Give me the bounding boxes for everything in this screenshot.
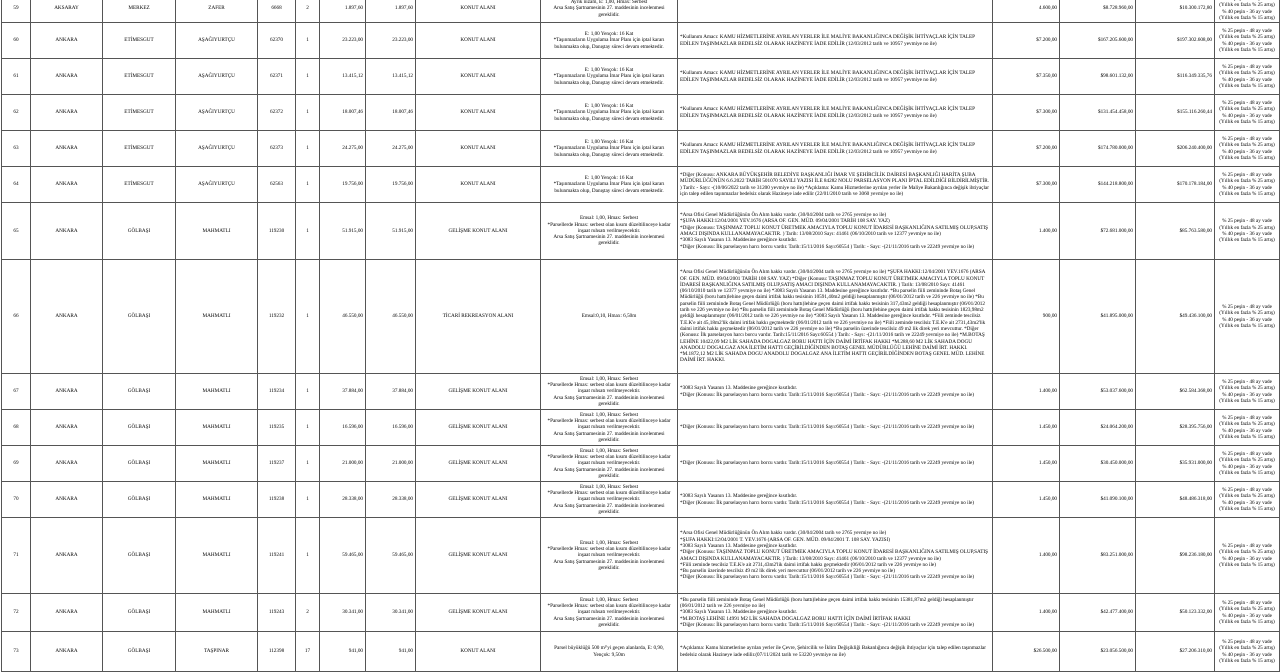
city-cell: ANKARA xyxy=(31,131,103,167)
building-conditions-cell: E: 1,00 Yençok: 16 Kat *Taşınmazların Uygulama İmar Planı için iptal kararı bulunmakta olup, Danıştay süreci devam etmektedir. xyxy=(541,59,678,95)
city-cell: ANKARA xyxy=(31,632,103,672)
row-number: 72 xyxy=(2,594,31,632)
zoning-type-cell: KONUT ALANI xyxy=(416,167,541,203)
parcel-number-cell: 1 xyxy=(296,482,320,518)
table-row xyxy=(2,446,1280,482)
row-number: 68 xyxy=(2,410,31,446)
notes-cell: *3083 Sayılı Yasanın 13. Maddesine gereğince kısıtlıdır. *Diğer (Konusu: İlk parselasyon harcı borcu vardır. Tarih:15/11/2016 Sayı:60554 ) Tarih: - Sayı: -(21/11/2016 tarih ve 22249 yevmiye no ile) xyxy=(678,482,993,518)
zoning-type-cell: KONUT ALANI xyxy=(416,632,541,672)
city-cell: ANKARA xyxy=(31,518,103,594)
parcel-number-cell: 1 xyxy=(296,95,320,131)
notes-cell: *Arsa Ofisi Genel Müdürlüğünün Ön Alım hakkı vardır. (30/04/2004 tarih ve 2765 yevmiye no ile) *ŞUFA HAKKI:12/04/2001 YEV.1676 (ARSA OF. GEN. MÜD. 09/04/2001 TARİH 108 SAY. YAZ) *Diğer (Konusu: TAŞINMAZ TOPLU KONUT ÜRETMEK AMACIYLA TOPLU KONUT İDARESİ BAŞKANLIĞINA SATILMIŞ OLUP,SATIŞ AMACI DIŞINDA KULLANAMAYACAKTIR. ) Tarih: 13/08/2010 Sayı: 41461 (06/10/2010 tarih ve 12377 yevmiye no ile) *3083 Sayılı Yasanın 13. Maddesine gereğince kısıtlıdır. *Bu parselin fiili zemininde Botaş Genel Müdürlüğü (boru hattı)lehine geçen daimi irtifak hakkı tesisinin 10591,40m2 geldiği hesaplanmıştır (06/01/2012 tarih ve 226 yevmiye no ile) *Bu parselin fiili zemininde Botaş Genel Müdürlüğü (boru hattı)lehine geçen daimi irtifak hakkı tesisinin 317,43m2 geldiği hesaplanmıştır (06/01/2012 tarih ve 226 yevmiye no ile) *Bu parselin fiili zemininde Botaş Genel Müdürlüğü (boru hattı)lehine geçen daimi irtifak hakkı tesisinin 1823,98m2 geldiği hesaplanmıştır (06/01/2012 tarih ve 226 yevmiye no ile) *3083 Sayılı Yasanın 13. Maddesine gereğince kısıtlıdır. *Fiili zeminde tescilsiz T.E.K'e ait 45,18m2'lik daimi irtifak hakkı geçmektedir (06/01/2012 tarih ve 226 yevmiye no ile) *Fiili zeminde tescilsiz T.E.K'e ait 2731,43m2'lik daimi irtifak hakkı geçmektedir (06/01/2012 tarih ve 226 yevmiye no ile) *Bu parselin üzerinde tescilsiz 49 m2 lik direk yeri mevcuttur. *Diğer (Konusu: İlk parselasyon harcı borcu vardır. Tarih:15/11/2016 Sayı:60554 ) Tarih: - Sayı: -(21/11/2016 tarih ve 22249 yevmiye no ile) *M.BOTAŞ LEHİNE 10422,09 M2 LİK SAHADA DOGALGAZ BORU HATTI İÇİN DAİMİ İRTİFAK HAKKI *M.288,60 M2 LİK SAHADA DOGU ANADOLU DOGALGAZ ANA İLETİM HATTI GEÇİRİLDİĞİNDEN BOTAŞ GENEL MÜDÜRLÜĞÜ LEHİNE DAİMİ İRT. HAKKI. *M.1872,12 M2 LİK SAHADA DOGU ANADOLU DOGALGAZ ANA İLETİM HATTI GEÇİRİLDİĞİNDEN BOTAŞ GENEL MÜD. LEHİNE DAİMİ İRT. HAKKI. xyxy=(678,260,993,374)
notes-cell: *Kullanım Amacı: KAMU HİZMETLERİNE AYRILAN YERLER İLE MALİYE BAKANLIĞINCA DEĞİŞİK İHTİYAÇLAR İÇİN TALEP EDİLEN TAŞINMAZLAR BEDELSİZ OLARAK HAZİNEYE İADE EDİLİR (12/03/2012 tarih ve 10957 yevmiye no ile) xyxy=(678,59,993,95)
district-cell: ETİMESGUT xyxy=(103,95,176,131)
parcel-number-cell: 1 xyxy=(296,260,320,374)
block-number-cell: 112398 xyxy=(258,632,296,672)
parcel-number-cell: 1 xyxy=(296,167,320,203)
district-cell: GÖLBAŞI xyxy=(103,410,176,446)
payment-terms-cell: % 25 peşin - 48 ay vade (Yıllık en fazla % 25 artış) % 40 peşin - 36 ay vade (Yıllık en fazla % 15 artış) xyxy=(1215,167,1280,203)
district-cell: GÖLBAŞI xyxy=(103,203,176,260)
neighborhood-cell: MAHMATLI xyxy=(176,446,258,482)
sale-area-cell: 59.465,00 xyxy=(366,518,416,594)
parcel-number-cell: 1 xyxy=(296,410,320,446)
unit-price-cell: $26.500,00 xyxy=(993,632,1060,672)
estimated-price-cell: $23.056.500,00 xyxy=(1060,632,1136,672)
estimated-price-cell: $42.477.400,00 xyxy=(1060,594,1136,632)
area-cell: 28.338,00 xyxy=(320,482,366,518)
city-cell: ANKARA xyxy=(31,374,103,410)
neighborhood-cell: TAŞPINAR xyxy=(176,632,258,672)
payment-terms-cell: % 25 peşin - 48 ay vade (Yıllık en fazla % 25 artış) % 40 peşin - 36 ay vade (Yıllık en fazla % 15 artış) xyxy=(1215,203,1280,260)
table-row xyxy=(2,167,1280,203)
estimated-price-cell: $174.780.000,00 xyxy=(1060,131,1136,167)
notes-cell xyxy=(678,0,993,23)
building-conditions-cell: E: 1,00 Yençok: 16 Kat *Taşınmazların Uygulama İmar Planı için iptal kararı bulunmakta olup, Danıştay süreci devam etmektedir. xyxy=(541,131,678,167)
city-cell: ANKARA xyxy=(31,446,103,482)
city-cell: ANKARA xyxy=(31,482,103,518)
sale-area-cell: 37.884,00 xyxy=(366,374,416,410)
row-number: 64 xyxy=(2,167,31,203)
price-with-vat-cell: $62.584.368,00 xyxy=(1136,374,1215,410)
city-cell: ANKARA xyxy=(31,260,103,374)
building-conditions-cell: Parsel büyüklüğü 500 m²'yi geçen alanlarda, E: 0,90, Yençok: 9,50m xyxy=(541,632,678,672)
table-row xyxy=(2,482,1280,518)
building-conditions-cell: E: 1,00 Yençok: 16 Kat *Taşınmazların Uygulama İmar Planı için iptal kararı bulunmakta olup, Danıştay süreci devam etmektedir. xyxy=(541,23,678,59)
zoning-type-cell: KONUT ALANI xyxy=(416,95,541,131)
district-cell: ETİMESGUT xyxy=(103,167,176,203)
row-number: 60 xyxy=(2,23,31,59)
payment-terms-cell: (Yıllık en fazla % 25 artış) % 40 peşin - 36 ay vade (Yıllık en fazla % 15 artış) xyxy=(1215,0,1280,23)
area-cell: 941,00 xyxy=(320,632,366,672)
zoning-type-cell: GELİŞME KONUT ALANI xyxy=(416,410,541,446)
neighborhood-cell: AŞAĞIYURTÇU xyxy=(176,131,258,167)
city-cell: ANKARA xyxy=(31,410,103,446)
building-conditions-cell: Emsal: 1,00, Hmax: Serbest *Parsellerde Hmax: serbest olan kısım düzeltilinceye kadar inşaat ruhsatı verilmeyecektir. Arsa Satış Şartnamesinin 27. maddesinin incelenmesi gereklidir. xyxy=(541,374,678,410)
building-conditions-cell: E: 1,00 Yençok: 16 Kat *Taşınmazların Uygulama İmar Planı için iptal kararı bulunmakta olup, Danıştay süreci devam etmektedir. xyxy=(541,167,678,203)
building-conditions-cell: Emsal: 1,00, Hmax: Serbest *Parsellerde Hmax: serbest olan kısım düzeltilinceye kadar inşaat ruhsatı verilmeyecektir. Arsa Satış Şartnamesinin 27. maddesinin incelenmesi gereklidir. xyxy=(541,410,678,446)
estimated-price-cell: $41.895.000,00 xyxy=(1060,260,1136,374)
unit-price-cell: $7.300,00 xyxy=(993,95,1060,131)
parcel-number-cell: 2 xyxy=(296,594,320,632)
block-number-cell: 119230 xyxy=(258,203,296,260)
zoning-type-cell: KONUT ALANI xyxy=(416,23,541,59)
area-cell: 16.596,00 xyxy=(320,410,366,446)
unit-price-cell: $7.200,00 xyxy=(993,23,1060,59)
zoning-type-cell: KONUT ALANI xyxy=(416,0,541,23)
neighborhood-cell: MAHMATLI xyxy=(176,594,258,632)
block-number-cell: 119235 xyxy=(258,410,296,446)
block-number-cell: 119234 xyxy=(258,374,296,410)
table-row xyxy=(2,260,1280,374)
building-conditions-cell: Ayrık nizam, E: 1,00, Hmax: Serbest Arsa Satış Şartnamesinin 27. maddesinin incelenmesi gereklidir. xyxy=(541,0,678,23)
notes-cell: *Diğer (Konusu: ANKARA BÜYÜKŞEHİR BELEDİYE BAŞKANLIĞI İMAR VE ŞEHİRCİLİK DAİRESİ BAŞKANLIĞI HARİTA ŞUBA MÜDÜRLÜĞÜNÜN 6.6.2022 TARİH 501070 SAYILI YAZISI İLE 84282 NOLU PARSELASYON PLANI İPTAL EDİLDİĞİ BİLDİRİLMİŞTİR. ) Tarih: - Sayı: -(10/06/2022 tarih ve 31200 yevmiye no ile) *Açıklama: Kamu Hizmetlerine ayrılan yerler ile Maliye Bakanlığınca değişik ihtiyaçlar için talep edilen taşınmazlar bedelsiz olarak Hazineye iade edilir (22/01/2010 tarih ve 3060 yevmiye no ile) xyxy=(678,167,993,203)
block-number-cell: 62371 xyxy=(258,59,296,95)
unit-price-cell: 1.400,00 xyxy=(993,374,1060,410)
unit-price-cell: 1.450,00 xyxy=(993,410,1060,446)
block-number-cell: 119243 xyxy=(258,594,296,632)
notes-cell: *Arsa Ofisi Genel Müdürlüğünün Ön Alım hakkı vardır. (30/04/2004 tarih ve 2765 yevmiye no ile) *ŞUFA HAKKI:12/04/2001 YEV.1676 (ARSA OF. GEN. MÜD. 09/04/2001 TARİH 108 SAY. YAZ) *Diğer (Konusu: TAŞINMAZ TOPLU KONUT ÜRETMEK AMACIYLA TOPLU KONUT İDARESİ BAŞKANLIĞINA SATILMIŞ OLUP,SATIŞ AMACI DIŞINDA KULLANAMAYACAKTIR. ) Tarih: 13/08/2010 Sayı: 41461 (06/10/2010 tarih ve 12377 yevmiye no ile) *3083 Sayılı Yasanın 13. Maddesine gereğince kısıtlıdır. *Diğer (Konusu: İlk parselasyon harcı borcu vardır. Tarih:15/11/2016 Sayı:60554 ) Tarih: - Sayı: -(21/11/2016 tarih ve 22249 yevmiye no ile) xyxy=(678,203,993,260)
notes-cell: *Diğer (Konusu: İlk parselasyon harcı borcu vardır. Tarih:15/11/2016 Sayı:60554 ) Tarih: - Sayı: -(21/11/2016 tarih ve 22249 yevmiye no ile) xyxy=(678,446,993,482)
sale-area-cell: 21.000,00 xyxy=(366,446,416,482)
row-number: 62 xyxy=(2,95,31,131)
price-with-vat-cell: $85.763.580,00 xyxy=(1136,203,1215,260)
payment-terms-cell: % 25 peşin - 48 ay vade (Yıllık en fazla % 25 artış) % 40 peşin - 36 ay vade (Yıllık en fazla % 15 artış) xyxy=(1215,482,1280,518)
city-cell: ANKARA xyxy=(31,203,103,260)
parcel-number-cell: 1 xyxy=(296,23,320,59)
payment-terms-cell: % 25 peşin - 48 ay vade (Yıllık en fazla % 25 artış) % 40 peşin - 36 ay vade (Yıllık en fazla % 15 artış) xyxy=(1215,446,1280,482)
zoning-type-cell: GELİŞME KONUT ALANI xyxy=(416,446,541,482)
district-cell: GÖLBAŞI xyxy=(103,446,176,482)
table-row xyxy=(2,632,1280,672)
estimated-price-cell: $8.728.960,00 xyxy=(1060,0,1136,23)
district-cell: MERKEZ xyxy=(103,0,176,23)
price-with-vat-cell: $28.395.756,00 xyxy=(1136,410,1215,446)
district-cell: ETİMESGUT xyxy=(103,23,176,59)
row-number: 63 xyxy=(2,131,31,167)
table-row xyxy=(2,59,1280,95)
zoning-type-cell: GELİŞME KONUT ALANI xyxy=(416,203,541,260)
row-number: 71 xyxy=(2,518,31,594)
table-row xyxy=(2,518,1280,594)
table-row xyxy=(2,131,1280,167)
sale-area-cell: 30.341,00 xyxy=(366,594,416,632)
sale-area-cell: 51.915,00 xyxy=(366,203,416,260)
building-conditions-cell: Emsal: 1,00, Hmax: Serbest *Parsellerde Hmax: serbest olan kısım düzeltilinceye kadar inşaat ruhsatı verilmeyecektir. Arsa Satış Şartnamesinin 27. maddesinin incelenmesi gereklidir. xyxy=(541,203,678,260)
estimated-price-cell: $131.454.458,00 xyxy=(1060,95,1136,131)
block-number-cell: 6668 xyxy=(258,0,296,23)
sale-area-cell: 18.007,46 xyxy=(366,95,416,131)
estimated-price-cell: $98.601.132,00 xyxy=(1060,59,1136,95)
sale-area-cell: 941,00 xyxy=(366,632,416,672)
parcel-number-cell: 1 xyxy=(296,518,320,594)
neighborhood-cell: AŞAĞIYURTÇU xyxy=(176,167,258,203)
parcel-number-cell: 1 xyxy=(296,59,320,95)
payment-terms-cell: % 25 peşin - 48 ay vade (Yıllık en fazla % 25 artış) % 40 peşin - 36 ay vade (Yıllık en fazla % 15 artış) xyxy=(1215,23,1280,59)
row-number: 65 xyxy=(2,203,31,260)
unit-price-cell: $7.350,00 xyxy=(993,59,1060,95)
zoning-type-cell: KONUT ALANI xyxy=(416,131,541,167)
area-cell: 13.415,12 xyxy=(320,59,366,95)
area-cell: 59.465,00 xyxy=(320,518,366,594)
estimated-price-cell: $41.090.100,00 xyxy=(1060,482,1136,518)
district-cell: GÖLBAŞI xyxy=(103,482,176,518)
unit-price-cell: 900,00 xyxy=(993,260,1060,374)
payment-terms-cell: % 25 peşin - 48 ay vade (Yıllık en fazla % 25 artış) % 40 peşin - 36 ay vade (Yıllık en fazla % 15 artış) xyxy=(1215,260,1280,374)
row-number: 59 xyxy=(2,0,31,23)
zoning-type-cell: GELİŞME KONUT ALANI xyxy=(416,374,541,410)
row-number: 69 xyxy=(2,446,31,482)
neighborhood-cell: AŞAĞIYURTÇU xyxy=(176,59,258,95)
block-number-cell: 62373 xyxy=(258,131,296,167)
block-number-cell: 119241 xyxy=(258,518,296,594)
price-with-vat-cell: $206.240.400,00 xyxy=(1136,131,1215,167)
parcel-table xyxy=(1,0,1280,672)
district-cell: ETİMESGUT xyxy=(103,131,176,167)
sale-area-cell: 16.596,00 xyxy=(366,410,416,446)
block-number-cell: 62563 xyxy=(258,167,296,203)
estimated-price-cell: $83.251.000,00 xyxy=(1060,518,1136,594)
district-cell: GÖLBAŞI xyxy=(103,518,176,594)
notes-cell: *Diğer (Konusu: İlk parselasyon harcı borcu vardır. Tarih:15/11/2016 Sayı:60554 ) Tarih: - Sayı: -(21/11/2016 tarih ve 22249 yevmiye no ile) xyxy=(678,410,993,446)
payment-terms-cell: % 25 peşin - 48 ay vade (Yıllık en fazla % 25 artış) % 40 peşin - 36 ay vade (Yıllık en fazla % 15 artış) xyxy=(1215,594,1280,632)
district-cell: GÖLBAŞI xyxy=(103,260,176,374)
neighborhood-cell: AŞAĞIYURTÇU xyxy=(176,95,258,131)
city-cell: ANKARA xyxy=(31,23,103,59)
price-with-vat-cell: $155.116.260,44 xyxy=(1136,95,1215,131)
district-cell: ETİMESGUT xyxy=(103,59,176,95)
neighborhood-cell: MAHMATLI xyxy=(176,410,258,446)
price-with-vat-cell: $197.302.608,00 xyxy=(1136,23,1215,59)
estimated-price-cell: $24.064.200,00 xyxy=(1060,410,1136,446)
sale-area-cell: 13.415,12 xyxy=(366,59,416,95)
parcel-number-cell: 1 xyxy=(296,131,320,167)
table-body xyxy=(2,0,1280,672)
unit-price-cell: 1.450,00 xyxy=(993,446,1060,482)
notes-cell: *Kullanım Amacı: KAMU HİZMETLERİNE AYRILAN YERLER İLE MALİYE BAKANLIĞINCA DEĞİŞİK İHTİYAÇLAR İÇİN TALEP EDİLEN TAŞINMAZLAR BEDELSİZ OLARAK HAZİNEYE İADE EDİLİR (12/03/2012 tarih ve 10957 yevmiye no ile) xyxy=(678,23,993,59)
parcel-number-cell: 17 xyxy=(296,632,320,672)
city-cell: ANKARA xyxy=(31,594,103,632)
estimated-price-cell: $72.681.000,00 xyxy=(1060,203,1136,260)
unit-price-cell: 1.400,00 xyxy=(993,594,1060,632)
parcel-number-cell: 2 xyxy=(296,0,320,23)
unit-price-cell: 1.400,00 xyxy=(993,203,1060,260)
area-cell: 23.223,00 xyxy=(320,23,366,59)
neighborhood-cell: AŞAĞIYURTÇU xyxy=(176,23,258,59)
zoning-type-cell: TİCARİ REKREASYON ALANI xyxy=(416,260,541,374)
table-row xyxy=(2,0,1280,23)
notes-cell: *3083 Sayılı Yasanın 13. Maddesine gereğince kısıtlıdır. *Diğer (Konusu: İlk parselasyon harcı borcu vardır. Tarih:15/11/2016 Sayı:60554 ) Tarih: - Sayı: -(21/11/2016 tarih ve 22249 yevmiye no ile) xyxy=(678,374,993,410)
area-cell: 30.341,00 xyxy=(320,594,366,632)
table-row xyxy=(2,374,1280,410)
neighborhood-cell: MAHMATLI xyxy=(176,260,258,374)
city-cell: AKSARAY xyxy=(31,0,103,23)
payment-terms-cell: % 25 peşin - 48 ay vade (Yıllık en fazla % 25 artış) % 40 peşin - 36 ay vade (Yıllık en fazla % 15 artış) xyxy=(1215,59,1280,95)
row-number: 66 xyxy=(2,260,31,374)
unit-price-cell: $7.300,00 xyxy=(993,167,1060,203)
district-cell: GÖLBAŞI xyxy=(103,374,176,410)
price-with-vat-cell: $50.123.332,00 xyxy=(1136,594,1215,632)
building-conditions-cell: Emsal: 1,00, Hmax: Serbest *Parsellerde Hmax: serbest olan kısım düzeltilinceye kadar inşaat ruhsatı verilmeyecektir. Arsa Satış Şartnamesinin 27. maddesinin incelenmesi gereklidir. xyxy=(541,446,678,482)
city-cell: ANKARA xyxy=(31,59,103,95)
area-cell: 18.007,46 xyxy=(320,95,366,131)
row-number: 61 xyxy=(2,59,31,95)
price-with-vat-cell: $98.236.180,00 xyxy=(1136,518,1215,594)
notes-cell: *Kullanım Amacı: KAMU HİZMETLERİNE AYRILAN YERLER İLE MALİYE BAKANLIĞINCA DEĞİŞİK İHTİYAÇLAR İÇİN TALEP EDİLEN TAŞINMAZLAR BEDELSİZ OLARAK HAZİNEYE İADE EDİLİR (12/03/2012 tarih ve 10957 yevmiye no ile) xyxy=(678,95,993,131)
area-cell: 51.915,00 xyxy=(320,203,366,260)
area-cell: 37.884,00 xyxy=(320,374,366,410)
row-number: 67 xyxy=(2,374,31,410)
neighborhood-cell: ZAFER xyxy=(176,0,258,23)
area-cell: 46.550,00 xyxy=(320,260,366,374)
estimated-price-cell: $167.205.600,00 xyxy=(1060,23,1136,59)
unit-price-cell: $7.200,00 xyxy=(993,131,1060,167)
notes-cell: *Arsa Ofisi Genel Müdürlüğünün Ön Alım hakkı vardır. (30/04/2004 tarih ve 2765 yevmiye no ile) *ŞUFA HAKKI:12/04/2001 T. YEV.1676 (ARSA OF. GEN. MÜD. 09/04/2001 T. 108 SAY. YAZISI) *3083 Sayılı Yasanın 13. Maddesine gereğince kısıtlıdır. *Diğer (Konusu: TAŞINMAZ TOPLU KONUT ÜRETMEK AMACIYLA TOPLU KONUT İDARESİ BAŞKANLIĞINA SATILMIŞ OLUP,SATIŞ AMACI DIŞINDA KULLANAMAYACAKTIR. ) Tarih: 13/08/2010 Sayı: 41461 (06/10/2010 tarih ve 12377 yevmiye no ile) *Fiili zeminde tescilsiz T.E.K'e ait 2731,43m2'lik daimi irtifak hakkı geçmektedir (06/01/2012 tarih ve 226 yevmiye no ile) *Bu parselin üzerinde tescilsiz 49 m2 lik direk yeri mevcuttur (06/01/2012 tarih ve 226 yevmiye no ile) *Diğer (Konusu: İlk parselasyon harcı borcu vardır. Tarih:15/11/2016 Sayı:60554 ) Tarih: - Sayı: -(21/11/2016 tarih ve 22249 yevmiye no ile) xyxy=(678,518,993,594)
unit-price-cell: 4.600,00 xyxy=(993,0,1060,23)
estimated-price-cell: $53.037.600,00 xyxy=(1060,374,1136,410)
payment-terms-cell: % 25 peşin - 48 ay vade (Yıllık en fazla % 25 artış) % 40 peşin - 36 ay vade (Yıllık en fazla % 15 artış) xyxy=(1215,632,1280,672)
area-cell: 1.897,60 xyxy=(320,0,366,23)
table-row xyxy=(2,203,1280,260)
sale-area-cell: 23.223,00 xyxy=(366,23,416,59)
notes-cell: *Açıklama: Kamu hizmetlerine ayrılan yerler ile Çevre, Şehircilik ve İklim Değişikliği Bakanlığınca değişik ihtiyaçlar için talep edilen taşınmazlar bedelsiz olarak Hazineye iade edilir.(07/11/2024 tarih ve 53220 yevmiye no ile) xyxy=(678,632,993,672)
price-with-vat-cell: $27.206.310,00 xyxy=(1136,632,1215,672)
building-conditions-cell: Emsal: 1,00, Hmax: Serbest *Parsellerde Hmax: serbest olan kısım düzeltilinceye kadar inşaat ruhsatı verilmeyecektir. Arsa Satış Şartnamesinin 27. maddesinin incelenmesi gereklidir. xyxy=(541,482,678,518)
payment-terms-cell: % 25 peşin - 48 ay vade (Yıllık en fazla % 25 artış) % 40 peşin - 36 ay vade (Yıllık en fazla % 15 artış) xyxy=(1215,410,1280,446)
city-cell: ANKARA xyxy=(31,95,103,131)
sale-area-cell: 24.275,00 xyxy=(366,131,416,167)
payment-terms-cell: % 25 peşin - 48 ay vade (Yıllık en fazla % 25 artış) % 40 peşin - 36 ay vade (Yıllık en fazla % 15 artış) xyxy=(1215,131,1280,167)
row-number: 73 xyxy=(2,632,31,672)
payment-terms-cell: % 25 peşin - 48 ay vade (Yıllık en fazla % 25 artış) % 40 peşin - 36 ay vade (Yıllık en fazla % 15 artış) xyxy=(1215,374,1280,410)
area-cell: 19.756,00 xyxy=(320,167,366,203)
price-with-vat-cell: $10.300.172,80 xyxy=(1136,0,1215,23)
sale-area-cell: 19.756,00 xyxy=(366,167,416,203)
neighborhood-cell: MAHMATLI xyxy=(176,518,258,594)
parcel-number-cell: 1 xyxy=(296,446,320,482)
sale-area-cell: 46.550,00 xyxy=(366,260,416,374)
table-row xyxy=(2,95,1280,131)
zoning-type-cell: GELİŞME KONUT ALANI xyxy=(416,482,541,518)
price-with-vat-cell: $116.349.335,76 xyxy=(1136,59,1215,95)
estimated-price-cell: $30.450.000,00 xyxy=(1060,446,1136,482)
building-conditions-cell: Emsal: 1,00, Hmax: Serbest *Parsellerde Hmax: serbest olan kısım düzeltilinceye kadar inşaat ruhsatı verilmeyecektir. Arsa Satış Şartnamesinin 27. maddesinin incelenmesi gereklidir. xyxy=(541,518,678,594)
price-with-vat-cell: $170.178.184,00 xyxy=(1136,167,1215,203)
neighborhood-cell: MAHMATLI xyxy=(176,482,258,518)
unit-price-cell: 1.400,00 xyxy=(993,518,1060,594)
row-number: 70 xyxy=(2,482,31,518)
unit-price-cell: 1.450,00 xyxy=(993,482,1060,518)
notes-cell: *Bu parselin fiili zemininde Botaş Genel Müdürlüğü (boru hattı)lehine geçen daimi irtifak hakkı tesisinin 15381,87m2 geldiği hesaplanmıştır (06/01/2012 tarih ve 226 yevmiye no ile) *3083 Sayılı Yasanın 13. Maddesine gereğince kısıtlıdır. *M.BOTAŞ LEHİNE 14991 M2 LİK SAHADA DOGALGAZ BORU HATTI İÇİN DAİMİ İRTİFAK HAKKI *Diğer (Konusu: İlk parselasyon harcı borcu vardır. Tarih:15/11/2016 Sayı:60554 ) Tarih: - Sayı: -(21/11/2016 tarih ve 22249 yevmiye no ile) xyxy=(678,594,993,632)
building-conditions-cell: Emsal:0,10, Hmax: 6,50m xyxy=(541,260,678,374)
neighborhood-cell: MAHMATLI xyxy=(176,374,258,410)
building-conditions-cell: Emsal: 1,00, Hmax: Serbest *Parsellerde Hmax: serbest olan kısım düzeltilinceye kadar inşaat ruhsatı verilmeyecektir. Arsa Satış Şartnamesinin 27. maddesinin incelenmesi gereklidir. xyxy=(541,594,678,632)
city-cell: ANKARA xyxy=(31,167,103,203)
block-number-cell: 62372 xyxy=(258,95,296,131)
payment-terms-cell: % 25 peşin - 48 ay vade (Yıllık en fazla % 25 artış) % 40 peşin - 36 ay vade (Yıllık en fazla % 15 artış) xyxy=(1215,95,1280,131)
payment-terms-cell: % 25 peşin - 48 ay vade (Yıllık en fazla % 25 artış) % 40 peşin - 36 ay vade (Yıllık en fazla % 15 artış) xyxy=(1215,518,1280,594)
price-with-vat-cell: $48.486.318,00 xyxy=(1136,482,1215,518)
table-row xyxy=(2,594,1280,632)
zoning-type-cell: GELİŞME KONUT ALANI xyxy=(416,518,541,594)
table-row xyxy=(2,410,1280,446)
area-cell: 24.275,00 xyxy=(320,131,366,167)
price-with-vat-cell: $49.436.100,00 xyxy=(1136,260,1215,374)
district-cell: GÖLBAŞI xyxy=(103,632,176,672)
building-conditions-cell: E: 1,00 Yençok: 16 Kat *Taşınmazların Uygulama İmar Planı için iptal kararı bulunmakta olup, Danıştay süreci devam etmektedir. xyxy=(541,95,678,131)
sale-area-cell: 28.338,00 xyxy=(366,482,416,518)
block-number-cell: 119232 xyxy=(258,260,296,374)
area-cell: 21.000,00 xyxy=(320,446,366,482)
parcel-number-cell: 1 xyxy=(296,203,320,260)
block-number-cell: 119237 xyxy=(258,446,296,482)
table-row xyxy=(2,23,1280,59)
parcel-number-cell: 1 xyxy=(296,374,320,410)
zoning-type-cell: KONUT ALANI xyxy=(416,59,541,95)
notes-cell: *Kullanım Amacı: KAMU HİZMETLERİNE AYRILAN YERLER İLE MALİYE BAKANLIĞINCA DEĞİŞİK İHTİYAÇLAR İÇİN TALEP EDİLEN TAŞINMAZLAR BEDELSİZ OLARAK HAZİNEYE İADE EDİLİR (12/03/2012 tarih ve 10957 yevmiye no ile) xyxy=(678,131,993,167)
zoning-type-cell: GELİŞME KONUT ALANI xyxy=(416,594,541,632)
block-number-cell: 119238 xyxy=(258,482,296,518)
estimated-price-cell: $144.218.800,00 xyxy=(1060,167,1136,203)
block-number-cell: 62370 xyxy=(258,23,296,59)
neighborhood-cell: MAHMATLI xyxy=(176,203,258,260)
district-cell: GÖLBAŞI xyxy=(103,594,176,632)
price-with-vat-cell: $35.931.000,00 xyxy=(1136,446,1215,482)
sale-area-cell: 1.897,60 xyxy=(366,0,416,23)
